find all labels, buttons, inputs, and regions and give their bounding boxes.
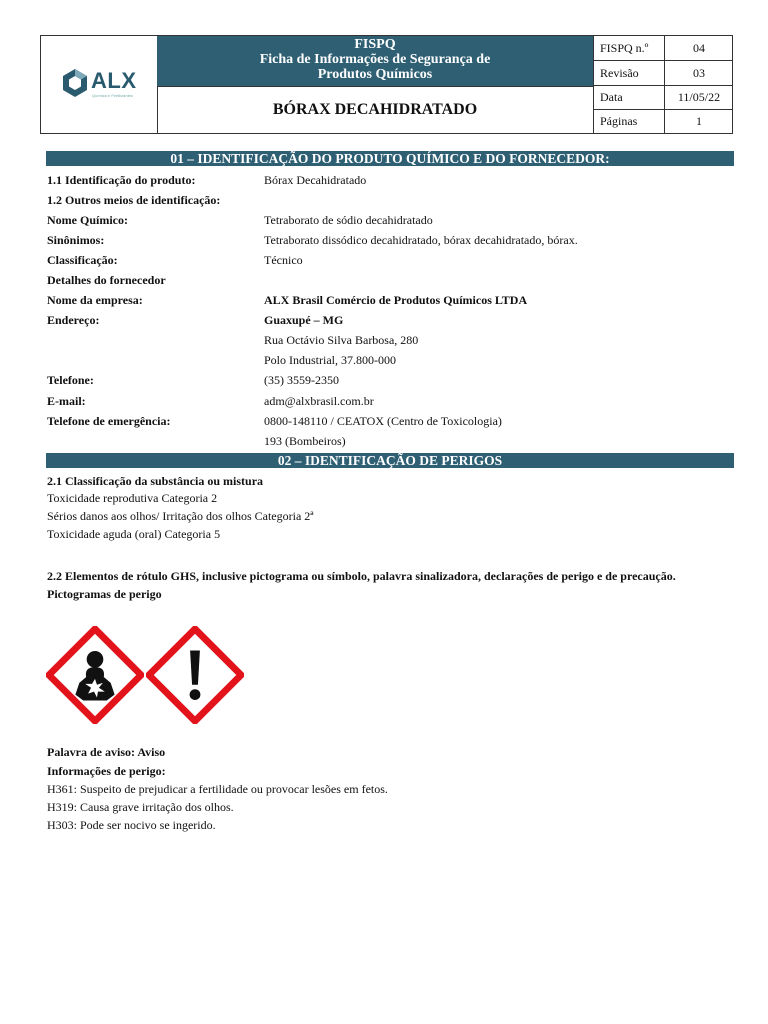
document-title [157, 36, 593, 87]
title-line-1: FISPQ [354, 37, 396, 52]
title-line-3: Produtos Químicos [317, 67, 433, 82]
hazard-statement: H361: Suspeito de prejudicar a fertilidade ou provocar lesões em fetos. [47, 782, 388, 796]
health-hazard-icon [46, 626, 144, 724]
hazard-statement: H319: Causa grave irritação dos olhos. [47, 800, 234, 814]
document-meta [593, 36, 733, 133]
hexagon-logo-icon [61, 68, 89, 98]
exclamation-mark-icon [146, 626, 244, 724]
document-header [40, 35, 733, 134]
subsection-2-1-title: 2.1 Classificação da substância ou mistura [47, 474, 264, 488]
meta-row-fispq: FISPQ n.º 04 [594, 36, 733, 61]
classification-item: Toxicidade reprodutiva Categoria 2 [47, 491, 218, 505]
title-line-2: Ficha de Informações de Segurança de [259, 52, 491, 67]
meta-row-revision: Revisão 03 [594, 61, 733, 86]
signal-word: Palavra de aviso: Aviso [47, 745, 166, 759]
logo-text: ALX [91, 68, 137, 93]
logo-tagline: Química e Fertilizantes [92, 93, 133, 98]
company-logo [61, 68, 141, 102]
pictograms-label: Pictogramas de perigo [47, 587, 162, 601]
product-name: BÓRAX DECAHIDRATADO [157, 86, 594, 133]
classification-item: Toxicidade aguda (oral) Categoria 5 [47, 527, 221, 541]
section-2-title: 02 – IDENTIFICAÇÃO DE PERIGOS [46, 453, 734, 468]
section-1-title: 01 – IDENTIFICAÇÃO DO PRODUTO QUÍMICO E DO FORNECEDOR: [46, 151, 734, 166]
meta-row-date: Data 11/05/22 [594, 85, 733, 110]
logo-cell [41, 36, 158, 133]
classification-item: Sérios danos aos olhos/ Irritação dos olhos Categoria 2ª [47, 509, 314, 523]
subsection-2-2-title: 2.2 Elementos de rótulo GHS, inclusive pictograma ou símbolo, palavra sinalizadora, declarações de perigo e de precaução. [47, 569, 676, 583]
meta-row-pages: Páginas 1 [594, 109, 733, 133]
hazard-info-label: Informações de perigo: [47, 764, 166, 778]
hazard-statement: H303: Pode ser nocivo se ingerido. [47, 818, 216, 832]
